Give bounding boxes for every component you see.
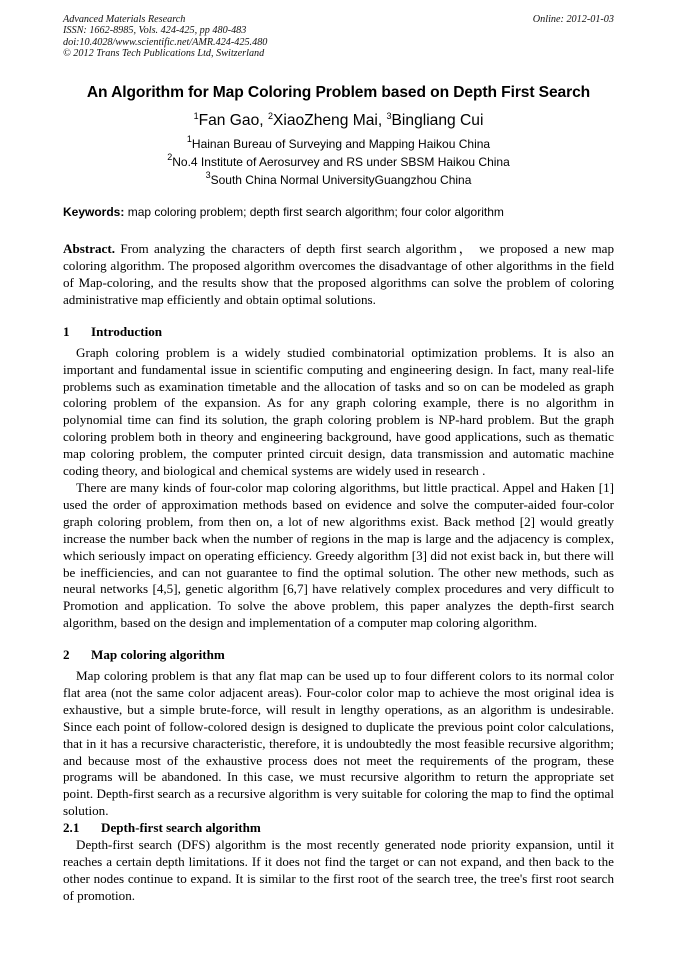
keywords-label: Keywords:	[63, 205, 125, 220]
section-body-map-coloring	[63, 668, 614, 820]
paragraph: There are many kinds of four-color map coloring algorithms, but little practical. Appel and Haken [1] used the order of approximation methods based on evidence and solve the computer-aided four-color graph coloring problem, from then on, a lot of new algorithms exist. Back method [2] would greatly increase the number back when the number of regions in the map is large and the adjacency is complex, which seriously impact on operating efficiency. Greedy algorithm [3] did not exist back in, but there will be inefficiencies, and can not guarantee to find the optimal solution. The other new methods, such as neural networks [4,5], genetic algorithm [6,7] have relatively complex procedures and very difficult to Promotion and application. To solve the above problem, this paper analyzes the depth-first search algorithm, based on the design and implementation of a computer map coloring algorithm.	[63, 479, 614, 631]
paper-title: An Algorithm for Map Coloring Problem based on Depth First Search	[86, 84, 591, 102]
section-title: Map coloring algorithm	[91, 647, 225, 663]
paragraph: Map coloring problem is that any flat map can be used up to four different colors to its normal color flat area (not the same color adjacent areas). Four-color color map to achieve the most original idea is exhaustive, but a simple brute-force, will result in lengthy operations, as an algorithm is undesirable. Since each point of follow-colored design is designed to duplicate the previous point color calculations, that in it has a recursive characteristic, therefore, it is undoubtedly the most feasible recursive algorithm; and because most of the exhaustive process does not meet the requirements of the program, these programs will be abandoned. In this case, we must recursive algorithm to return the appropriate set point. Depth-first search as a recursive algorithm is very suitable for coloring the map to find the optimal solution.	[63, 668, 614, 819]
abstract-text: From analyzing the characters of depth first search algorithm， we proposed a new map coloring algorithm. The proposed algorithm overcomes the disadvantage of other algorithms in the field of Map-coloring, and the results show that the proposed algorithms can solve the problem of coloring administrative map efficiently and obtain optimal solutions.	[63, 241, 614, 307]
section-heading-map-coloring	[63, 647, 614, 664]
affiliation	[63, 171, 614, 189]
affil-text: South China Normal UniversityGuangzhou China	[210, 173, 472, 188]
author-affil-marker: 2	[267, 111, 273, 122]
affil-marker: 3	[205, 170, 211, 181]
journal-name: Advanced Materials Research	[63, 14, 186, 25]
paper-page	[63, 14, 614, 905]
affiliation	[63, 153, 614, 171]
affil-text: Hainan Bureau of Surveying and Mapping Haikou China	[191, 137, 491, 152]
journal-header	[63, 14, 614, 59]
journal-doi: doi:10.4028/www.scientific.net/AMR.424-425.480	[63, 36, 268, 48]
subsection-body-dfs	[63, 837, 614, 905]
author	[387, 112, 484, 129]
journal-copyright: © 2012 Trans Tech Publications Ltd, Switzerland	[63, 47, 265, 59]
author	[194, 112, 268, 129]
online-date: Online: 2012-01-03	[532, 14, 614, 25]
abstract	[63, 241, 614, 309]
subsection-title: Depth-first search algorithm	[101, 820, 261, 836]
author-list	[63, 112, 614, 130]
author-name: Fan Gao,	[198, 112, 268, 130]
author-name: XiaoZheng Mai,	[272, 112, 387, 130]
author-affil-marker: 3	[386, 111, 392, 122]
author-affil-marker: 1	[193, 111, 199, 122]
paragraph: Graph coloring problem is a widely studied combinatorial optimization problems. It is also an important and fundamental issue in scientific computing and engineering design. In fact, many real-life problems such as examination timetable and the allocation of tasks and so on can be modeled as graph coloring problem of the expansion. As for any graph coloring example, there is no algorithm in polynomial time can find its solution, the graph coloring problem is NP-hard problem. But the graph coloring problem both in theory and engineering background, have good applications, such as thematic map coloring problem, the computer printed circuit design, data transmission and automatic machine coding theory, and biological and chemical systems are widely used in research .	[63, 344, 614, 479]
affil-marker: 1	[186, 134, 192, 145]
subsection-number: 2.1	[63, 820, 80, 836]
section-number: 1	[63, 323, 70, 339]
author-name: Bingliang Cui	[391, 112, 484, 130]
affiliation	[63, 135, 614, 153]
journal-issn: ISSN: 1662-8985, Vols. 424-425, pp 480-483	[63, 25, 247, 37]
affil-marker: 2	[167, 152, 173, 163]
abstract-label: Abstract.	[63, 241, 115, 257]
affil-text: No.4 Institute of Aerosurvey and RS under SBSM Haikou China	[172, 155, 510, 170]
section-number: 2	[63, 647, 70, 663]
paragraph: Depth-first search (DFS) algorithm is the most recently generated node priority expansion, until it reaches a certain depth limitations. If it does not find the target or can not expand, and then back to the other nodes continue to expand. It is similar to the first root of the search tree, the tree's first root search of promotion.	[63, 837, 614, 903]
keywords-text: map coloring problem; depth first search algorithm; four color algorithm	[124, 205, 504, 220]
keywords	[63, 205, 614, 220]
affiliation-list	[63, 135, 614, 189]
section-title: Introduction	[91, 323, 163, 339]
section-body-introduction	[63, 345, 614, 632]
subsection-heading-dfs	[63, 820, 614, 837]
author	[268, 112, 387, 129]
section-heading-introduction	[63, 324, 614, 341]
